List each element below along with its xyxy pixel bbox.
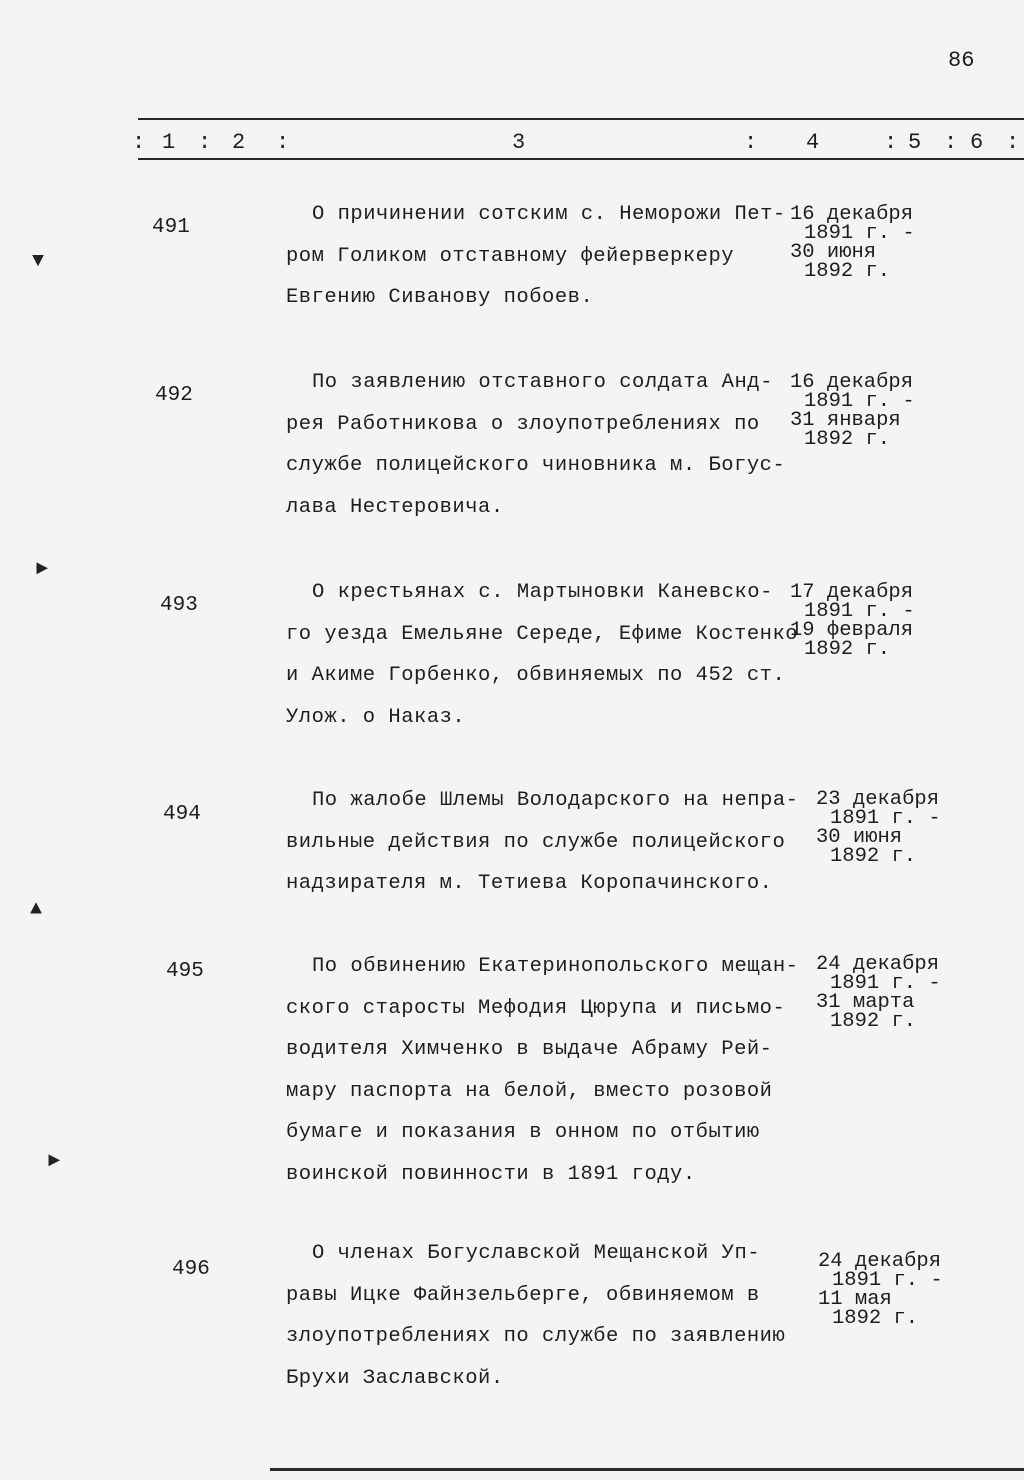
- entry-description: [286, 362, 806, 528]
- description-line: Брухи Заславской.: [286, 1366, 504, 1390]
- end-year: 1892 г.: [832, 1307, 919, 1330]
- description-line: О членах Богуславской Мещанской Уп-: [312, 1242, 761, 1265]
- entry-number: 492: [155, 384, 193, 407]
- start-year: 1891 г. -: [830, 807, 941, 830]
- column-separator: :: [198, 130, 212, 155]
- entry-description: [286, 946, 806, 1195]
- description-line: воинской повинности в 1891 году.: [286, 1162, 696, 1186]
- start-date: 16 декабря: [790, 371, 914, 394]
- description-line: лава Нестеровича.: [286, 495, 504, 519]
- binding-hole-mark: ▲: [30, 898, 43, 921]
- end-year: 1892 г.: [804, 638, 891, 661]
- column-separator: :: [132, 130, 146, 155]
- description-line: и Акиме Горбенко, обвиняемых по 452 ст.: [286, 664, 786, 687]
- end-year: 1892 г.: [804, 428, 891, 451]
- description-line: го уезда Емельяне Середе, Ефиме Костенко: [286, 622, 799, 646]
- entry-dates: [790, 373, 915, 449]
- description-line: равы Ицке Файнзельберге, обвиняемом в: [286, 1283, 760, 1307]
- description-line: Евгению Сиванову побоев.: [286, 286, 594, 309]
- entry-description: [286, 1233, 806, 1399]
- end-year: 1892 г.: [830, 845, 917, 868]
- end-date: 31 марта: [816, 991, 915, 1014]
- start-date: 16 декабря: [790, 203, 914, 226]
- entry-dates: [816, 955, 941, 1031]
- description-line: О причинении сотским с. Неморожи Пет-: [312, 203, 786, 226]
- bottom-rule: [270, 1468, 1024, 1471]
- start-date: 24 декабря: [818, 1250, 942, 1273]
- description-line: водителя Химченко в выдаче Абраму Рей-: [286, 1038, 773, 1061]
- binding-hole-mark: ▼: [32, 250, 45, 273]
- column-separator: :: [884, 130, 898, 155]
- description-line: ром Голиком отставному фейерверкеру: [286, 244, 735, 268]
- description-line: мару паспорта на белой, вместо розовой: [286, 1079, 773, 1103]
- entry-dates: [790, 583, 915, 659]
- entry-description: [286, 780, 806, 905]
- entry-number: 494: [163, 803, 201, 826]
- start-year: 1891 г. -: [804, 390, 915, 413]
- start-date: 23 декабря: [816, 788, 940, 811]
- column-header-2: 2: [232, 130, 246, 155]
- entry-description: [286, 194, 806, 319]
- column-separator: :: [744, 130, 758, 155]
- column-header-3: 3: [512, 130, 526, 155]
- page-number: 86: [948, 48, 975, 73]
- end-date: 30 июня: [790, 241, 877, 264]
- description-line: По заявлению отставного солдата Анд-: [312, 371, 773, 394]
- column-header-6: 6: [970, 130, 984, 155]
- entry-dates: [818, 1252, 943, 1328]
- column-separator: :: [944, 130, 958, 155]
- start-date: 24 декабря: [816, 953, 940, 976]
- description-line: вильные действия по службе полицейского: [286, 830, 786, 854]
- start-date: 17 декабря: [790, 581, 914, 604]
- column-header-4: 4: [806, 130, 820, 155]
- column-separator: :: [1006, 130, 1020, 155]
- entry-number: 495: [166, 960, 204, 983]
- start-year: 1891 г. -: [804, 600, 915, 623]
- entry-dates: [790, 205, 915, 281]
- end-year: 1892 г.: [830, 1010, 917, 1033]
- description-line: злоупотреблениях по службе по заявлению: [286, 1325, 786, 1348]
- header-top-rule: [138, 118, 1024, 120]
- entry-dates: [816, 790, 941, 866]
- description-line: рея Работникова о злоупотреблениях по: [286, 412, 760, 436]
- end-date: 11 мая: [818, 1288, 892, 1311]
- column-header-1: 1: [162, 130, 176, 155]
- end-date: 31 января: [790, 409, 901, 432]
- end-year: 1892 г.: [804, 260, 891, 283]
- start-year: 1891 г. -: [804, 222, 915, 245]
- description-line: службе полицейского чиновника м. Богус-: [286, 454, 786, 477]
- entry-number: 491: [152, 216, 190, 239]
- end-date: 19 февраля: [790, 619, 914, 642]
- description-line: надзирателя м. Тетиева Коропачинского.: [286, 872, 773, 895]
- description-line: По жалобе Шлемы Володарского на непра-: [312, 789, 799, 812]
- binding-hole-mark: ►: [36, 558, 49, 581]
- end-date: 30 июня: [816, 826, 903, 849]
- start-year: 1891 г. -: [832, 1269, 943, 1292]
- column-header-5: 5: [908, 130, 922, 155]
- description-line: По обвинению Екатеринопольского мещан-: [312, 955, 799, 978]
- description-line: Улож. о Наказ.: [286, 705, 466, 729]
- description-line: бумаге и показания в онном по отбытию: [286, 1121, 760, 1144]
- binding-hole-mark: ►: [48, 1150, 61, 1173]
- description-line: О крестьянах с. Мартыновки Каневско-: [312, 581, 773, 604]
- entry-description: [286, 572, 806, 738]
- entry-number: 496: [172, 1258, 210, 1281]
- column-separator: :: [276, 130, 290, 155]
- start-year: 1891 г. -: [830, 972, 941, 995]
- description-line: ского старосты Мефодия Цюрупа и письмо-: [286, 996, 786, 1020]
- header-bottom-rule: [138, 158, 1024, 160]
- entry-number: 493: [160, 594, 198, 617]
